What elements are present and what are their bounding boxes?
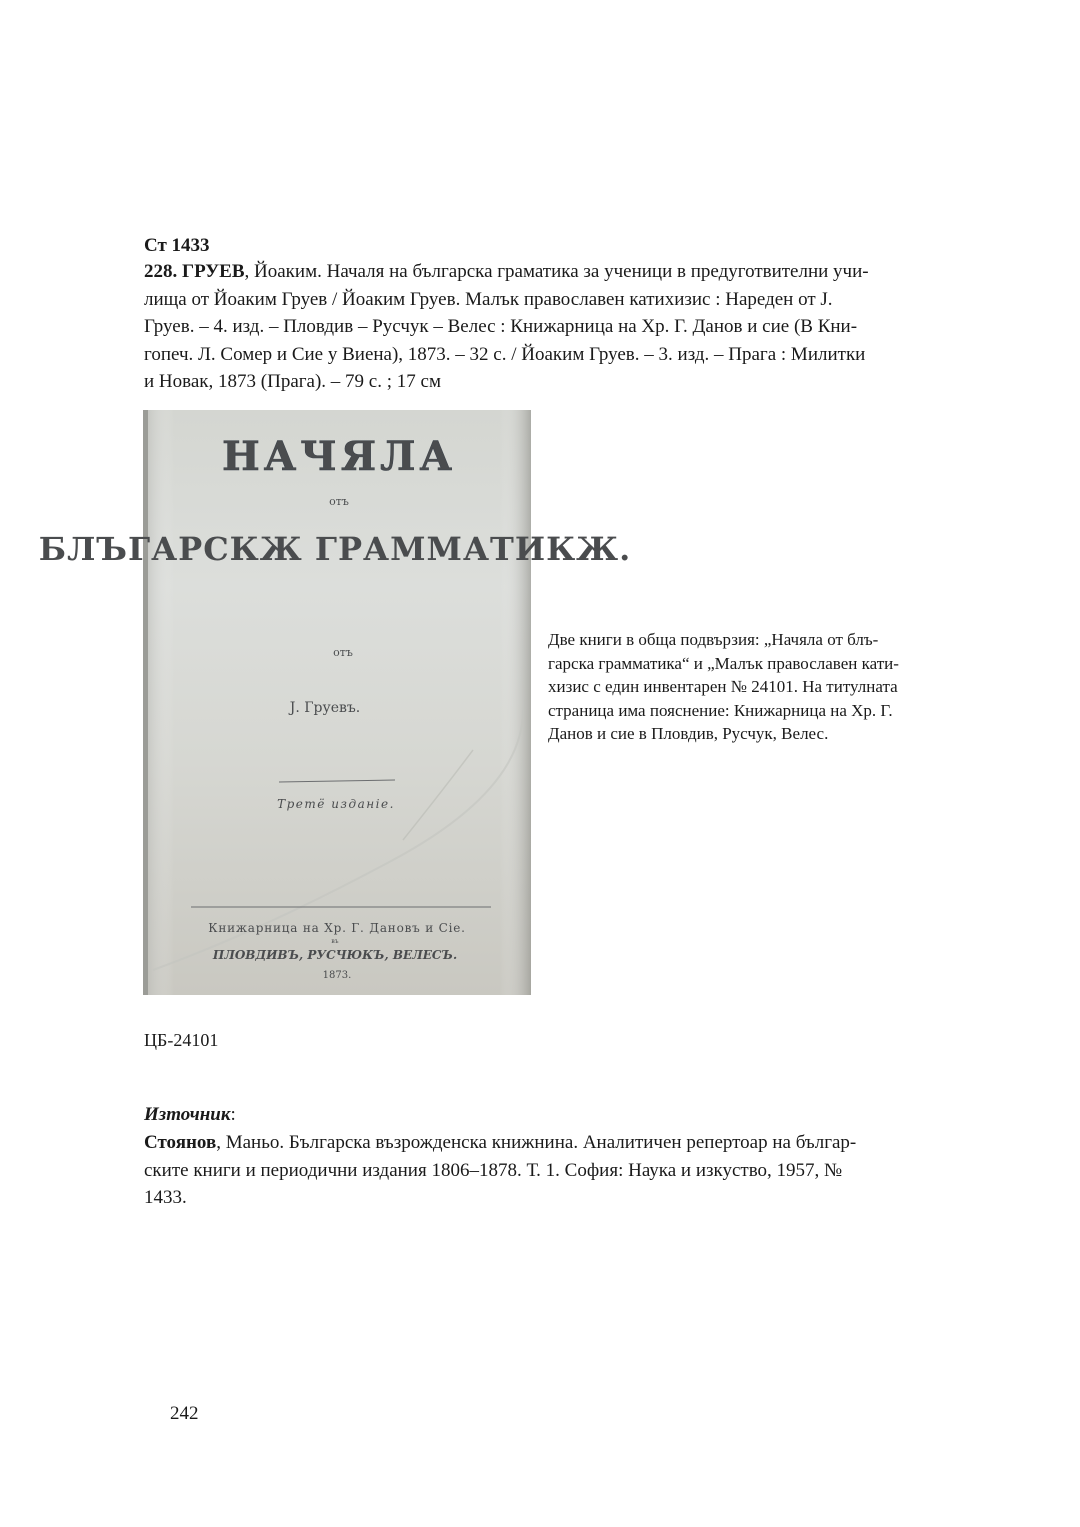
page-number: 242: [170, 1403, 199, 1424]
inventory-number: ЦБ-24101: [144, 1030, 219, 1050]
caption-line-4: страница има пояснение: Книжарница на Хр. Г.: [548, 700, 893, 720]
entry-line-1: , Йоаким. Началя на българска граматика за ученици в предуготвителни учи-: [244, 261, 869, 282]
source-label: Източник: [144, 1104, 231, 1125]
photo-left-edge: [143, 410, 148, 995]
entry-line-4: гопеч. Л. Сомер и Сие у Виена), 1873. – 32 с. / Йоаким Груев. – 3. изд. – Прага : Милитки: [144, 343, 866, 365]
photo-v: въ: [331, 938, 339, 945]
photo-subject: БЛЪГАРСКЖ ГРАММАТИКЖ.: [38, 530, 632, 568]
photo-ot-1: отъ: [329, 495, 349, 508]
photo-caption: [548, 628, 966, 746]
title-page-photo: [38, 410, 632, 995]
entry-line-3: Груев. – 4. изд. – Пловдив – Русчук – Велес : Книжарница на Хр. Г. Данов и сие (В Кни-: [144, 316, 858, 338]
photo-edition: Третё изданiе.: [277, 797, 395, 811]
caption-line-3: хизис с един инвентарен № 24101. На титулната: [548, 677, 898, 696]
photo-ot-2: отъ: [333, 646, 353, 659]
photo-author: Ј. Груевъ.: [289, 700, 361, 716]
photo-cities: ПЛОВДИВЪ, РУСЧЮКЪ, ВЕЛЕСЪ.: [212, 948, 458, 962]
bibliographic-entry: [144, 258, 966, 396]
source-line-2: ските книги и периодични издания 1806–1878. Т. 1. София: Наука и изкуство, 1957, №: [144, 1159, 843, 1181]
entry-number-author: 228. ГРУЕВ: [144, 261, 245, 282]
source-colon: :: [230, 1104, 236, 1125]
title-page-illustration: [38, 410, 632, 995]
caption-line-1: Две книги в обща подвързия: „Начяла от блъ-: [548, 630, 879, 649]
source-reference: [144, 1129, 966, 1212]
photo-year: 1873.: [322, 970, 352, 981]
source-heading: [144, 1102, 236, 1128]
source-line-1: , Маньо. Българска възрожденска книжнина. Аналитичен репертоар на българ-: [216, 1132, 857, 1153]
caption-line-5: Данов и сие в Пловдив, Русчук, Велес.: [548, 724, 829, 743]
caption-line-2: гарска грамматика“ и „Малък православен кати-: [548, 653, 899, 673]
source-author: Стоянов: [144, 1132, 217, 1153]
catalog-code: Ст 1433: [144, 235, 210, 256]
photo-title: НАЧЯЛА: [221, 433, 457, 480]
entry-line-2: лища от Йоаким Груев / Йоаким Груев. Малък православен катихизис : Нареден от J.: [144, 288, 833, 310]
entry-line-5: и Новак, 1873 (Прага). – 79 с. ; 17 см: [144, 371, 441, 393]
source-line-3: 1433.: [144, 1187, 187, 1209]
photo-publisher: Книжарница на Хр. Г. Дановъ и Сіе.: [208, 921, 466, 935]
